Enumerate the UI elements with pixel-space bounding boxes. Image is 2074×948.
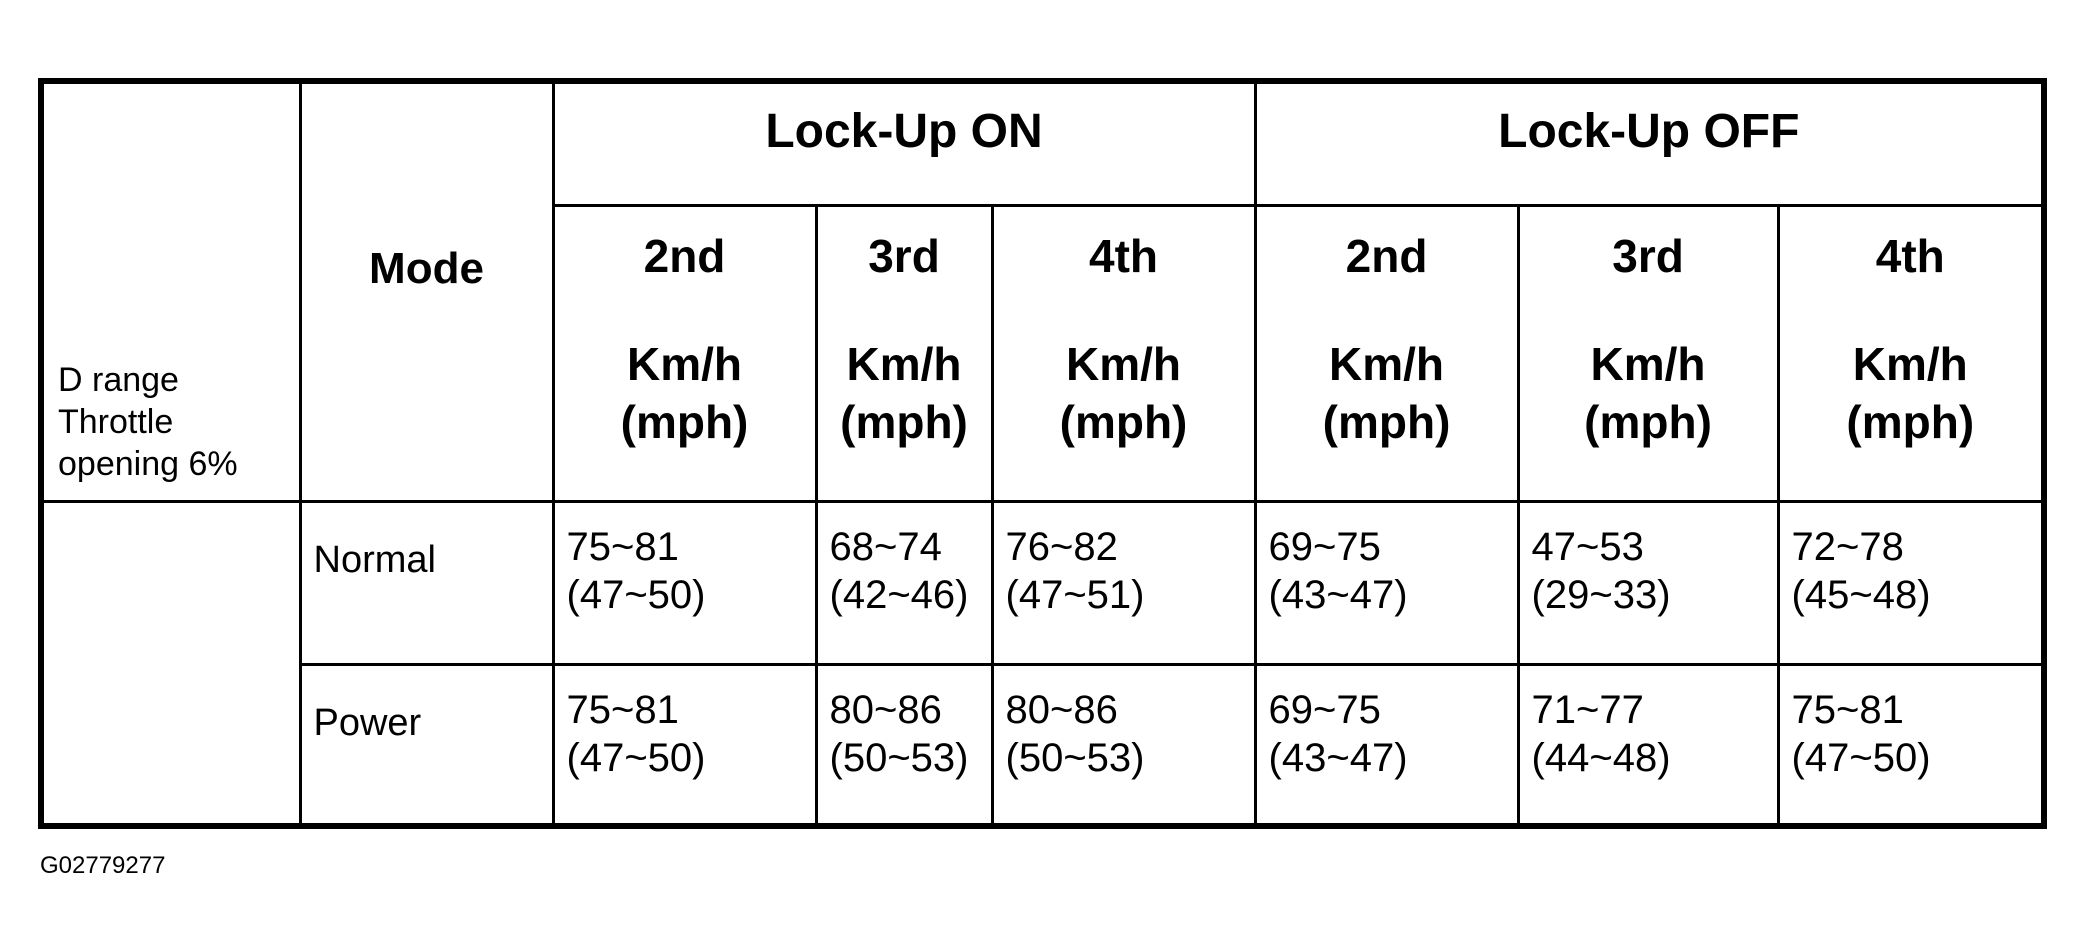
table-row-normal xyxy=(41,501,2044,664)
unit-kmh: Km/h xyxy=(627,337,742,390)
gear-label: 3rd xyxy=(1612,229,1684,282)
unit-mph: (mph) xyxy=(1322,395,1451,448)
condition-cell xyxy=(41,81,300,501)
value-cell xyxy=(1518,664,1778,826)
value-kmh: 72~78 xyxy=(1791,524,1904,569)
value-kmh: 71~77 xyxy=(1531,687,1644,732)
unit-mph: (mph) xyxy=(840,395,968,448)
unit-mph: (mph) xyxy=(620,395,749,448)
gear-header xyxy=(816,205,992,501)
gear-label: 4th xyxy=(1875,229,1945,282)
value-cell xyxy=(1778,664,2044,826)
group-header-lockup-on: Lock-Up ON xyxy=(553,81,1255,205)
value-kmh: 68~74 xyxy=(829,524,942,569)
value-mph: (43~47) xyxy=(1268,735,1408,780)
value-cell xyxy=(1255,501,1518,664)
value-cell xyxy=(992,501,1255,664)
value-kmh: 47~53 xyxy=(1531,524,1644,569)
value-mph: (47~50) xyxy=(566,735,706,780)
unit-mph: (mph) xyxy=(1059,395,1188,448)
value-kmh: 75~81 xyxy=(566,524,679,569)
value-mph: (42~46) xyxy=(829,572,969,617)
value-kmh: 75~81 xyxy=(566,687,679,732)
value-kmh: 69~75 xyxy=(1268,687,1381,732)
value-kmh: 75~81 xyxy=(1791,687,1904,732)
mode-label-normal: Normal xyxy=(300,501,553,664)
value-mph: (47~50) xyxy=(1791,735,1931,780)
unit-kmh: Km/h xyxy=(1590,337,1706,390)
value-mph: (44~48) xyxy=(1531,735,1671,780)
shift-speed-table xyxy=(38,78,2047,829)
value-kmh: 80~86 xyxy=(829,687,942,732)
table-row-power xyxy=(41,664,2044,826)
condition-cell-continued xyxy=(41,664,300,826)
value-cell xyxy=(553,501,816,664)
mode-header: Mode xyxy=(300,81,553,501)
condition-line-1: D range xyxy=(58,360,179,399)
gear-header xyxy=(1518,205,1778,501)
value-mph: (50~53) xyxy=(829,735,969,780)
condition-line-3: opening 6% xyxy=(58,444,238,483)
value-mph: (50~53) xyxy=(1005,735,1145,780)
condition-cell-continued xyxy=(41,501,300,664)
gear-label: 4th xyxy=(1089,229,1159,282)
value-cell xyxy=(816,501,992,664)
unit-kmh: Km/h xyxy=(1066,337,1182,390)
unit-kmh: Km/h xyxy=(846,337,962,390)
value-kmh: 80~86 xyxy=(1005,687,1118,732)
value-kmh: 69~75 xyxy=(1268,524,1381,569)
value-cell xyxy=(992,664,1255,826)
figure-code: G02779277 xyxy=(40,852,166,879)
gear-label: 2nd xyxy=(1345,229,1428,282)
value-cell xyxy=(1518,501,1778,664)
unit-mph: (mph) xyxy=(1846,395,1975,448)
value-kmh: 76~82 xyxy=(1005,524,1118,569)
mode-label-power: Power xyxy=(300,664,553,826)
value-mph: (47~50) xyxy=(566,572,706,617)
unit-kmh: Km/h xyxy=(1852,337,1968,390)
value-cell xyxy=(553,664,816,826)
value-mph: (45~48) xyxy=(1791,572,1931,617)
group-header-lockup-off: Lock-Up OFF xyxy=(1255,81,2044,205)
gear-header xyxy=(1778,205,2044,501)
condition-line-2: Throttle xyxy=(58,402,174,441)
value-mph: (47~51) xyxy=(1005,572,1145,617)
value-cell xyxy=(816,664,992,826)
unit-mph: (mph) xyxy=(1584,395,1712,448)
gear-label: 3rd xyxy=(868,229,940,282)
value-cell xyxy=(1255,664,1518,826)
value-cell xyxy=(1778,501,2044,664)
unit-kmh: Km/h xyxy=(1329,337,1445,390)
gear-label: 2nd xyxy=(643,229,726,282)
gear-header xyxy=(992,205,1255,501)
value-mph: (29~33) xyxy=(1531,572,1671,617)
value-mph: (43~47) xyxy=(1268,572,1408,617)
gear-header xyxy=(553,205,816,501)
gear-header xyxy=(1255,205,1518,501)
